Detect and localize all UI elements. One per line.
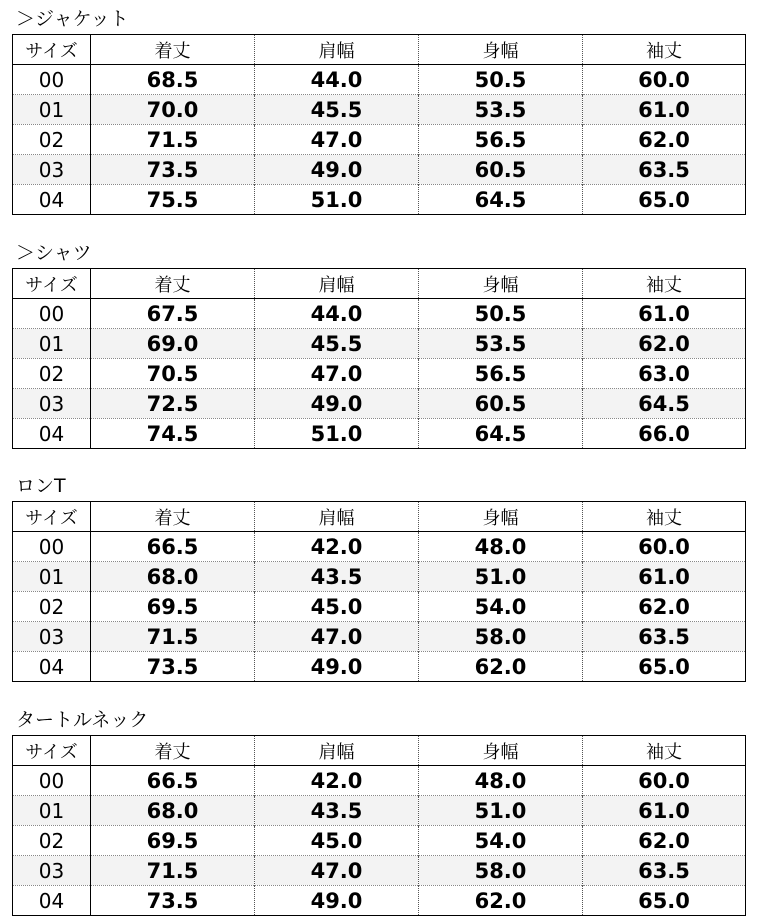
column-header: 着丈 [91, 502, 255, 532]
measurement-cell: 66.5 [91, 766, 255, 796]
measurement-cell: 64.5 [419, 419, 583, 449]
size-label-cell: 03 [13, 856, 91, 886]
measurement-cell: 72.5 [91, 389, 255, 419]
measurement-cell: 68.0 [91, 796, 255, 826]
size-table [12, 34, 746, 215]
table-row [13, 856, 746, 886]
measurement-cell: 62.0 [583, 592, 746, 622]
size-label-cell: 02 [13, 125, 91, 155]
measurement-cell: 49.0 [255, 886, 419, 916]
measurement-cell: 45.0 [255, 826, 419, 856]
measurement-cell: 68.0 [91, 562, 255, 592]
measurement-cell: 47.0 [255, 125, 419, 155]
measurement-cell: 68.5 [91, 65, 255, 95]
measurement-cell: 60.0 [583, 532, 746, 562]
column-header: 身幅 [419, 35, 583, 65]
measurement-cell: 70.5 [91, 359, 255, 389]
measurement-cell: 61.0 [583, 95, 746, 125]
size-section [12, 471, 747, 682]
table-row [13, 562, 746, 592]
measurement-cell: 64.5 [583, 389, 746, 419]
measurement-cell: 48.0 [419, 532, 583, 562]
measurement-cell: 51.0 [419, 796, 583, 826]
size-table [12, 268, 746, 449]
column-header: サイズ [13, 736, 91, 766]
measurement-cell: 54.0 [419, 592, 583, 622]
measurement-cell: 53.5 [419, 95, 583, 125]
table-row [13, 329, 746, 359]
measurement-cell: 50.5 [419, 65, 583, 95]
column-header: 身幅 [419, 502, 583, 532]
size-label-cell: 02 [13, 826, 91, 856]
column-header: 身幅 [419, 269, 583, 299]
measurement-cell: 56.5 [419, 125, 583, 155]
table-row [13, 65, 746, 95]
measurement-cell: 66.5 [91, 532, 255, 562]
section-title: ＞シャツ [16, 242, 92, 264]
size-section [12, 238, 747, 449]
measurement-cell: 63.5 [583, 856, 746, 886]
measurement-cell: 47.0 [255, 359, 419, 389]
size-section [12, 705, 747, 916]
measurement-cell: 48.0 [419, 766, 583, 796]
size-section [12, 4, 747, 215]
column-header: 肩幅 [255, 269, 419, 299]
measurement-cell: 60.0 [583, 766, 746, 796]
size-label-cell: 01 [13, 796, 91, 826]
section-title: ロンT [16, 475, 66, 497]
measurement-cell: 44.0 [255, 299, 419, 329]
size-label-cell: 02 [13, 359, 91, 389]
column-header: 袖丈 [583, 736, 746, 766]
size-label-cell: 00 [13, 65, 91, 95]
section-title: タートルネック [16, 709, 149, 731]
table-row [13, 622, 746, 652]
table-row [13, 359, 746, 389]
table-row [13, 155, 746, 185]
column-header: サイズ [13, 35, 91, 65]
column-header: 袖丈 [583, 502, 746, 532]
column-header: 肩幅 [255, 502, 419, 532]
table-row [13, 796, 746, 826]
measurement-cell: 66.0 [583, 419, 746, 449]
table-row [13, 826, 746, 856]
table-header-row [13, 502, 746, 532]
measurement-cell: 47.0 [255, 622, 419, 652]
measurement-cell: 61.0 [583, 299, 746, 329]
measurement-cell: 45.5 [255, 95, 419, 125]
measurement-cell: 62.0 [583, 329, 746, 359]
size-label-cell: 00 [13, 299, 91, 329]
size-label-cell: 04 [13, 886, 91, 916]
section-title: ＞ジャケット [16, 8, 129, 30]
table-row [13, 592, 746, 622]
size-label-cell: 00 [13, 766, 91, 796]
size-label-cell: 02 [13, 592, 91, 622]
measurement-cell: 61.0 [583, 796, 746, 826]
column-header: 着丈 [91, 269, 255, 299]
measurement-cell: 73.5 [91, 155, 255, 185]
measurement-cell: 73.5 [91, 652, 255, 682]
measurement-cell: 43.5 [255, 562, 419, 592]
measurement-cell: 62.0 [583, 826, 746, 856]
measurement-cell: 73.5 [91, 886, 255, 916]
measurement-cell: 43.5 [255, 796, 419, 826]
measurement-cell: 49.0 [255, 652, 419, 682]
measurement-cell: 56.5 [419, 359, 583, 389]
measurement-cell: 63.0 [583, 359, 746, 389]
measurement-cell: 42.0 [255, 532, 419, 562]
measurement-cell: 51.0 [419, 562, 583, 592]
table-row [13, 652, 746, 682]
size-label-cell: 03 [13, 622, 91, 652]
table-row [13, 95, 746, 125]
column-header: 肩幅 [255, 736, 419, 766]
measurement-cell: 51.0 [255, 419, 419, 449]
measurement-cell: 53.5 [419, 329, 583, 359]
column-header: サイズ [13, 502, 91, 532]
measurement-cell: 63.5 [583, 155, 746, 185]
measurement-cell: 50.5 [419, 299, 583, 329]
measurement-cell: 71.5 [91, 856, 255, 886]
measurement-cell: 62.0 [419, 886, 583, 916]
measurement-cell: 54.0 [419, 826, 583, 856]
measurement-cell: 42.0 [255, 766, 419, 796]
column-header: 袖丈 [583, 269, 746, 299]
measurement-cell: 63.5 [583, 622, 746, 652]
column-header: 着丈 [91, 35, 255, 65]
measurement-cell: 65.0 [583, 185, 746, 215]
size-label-cell: 01 [13, 562, 91, 592]
measurement-cell: 51.0 [255, 185, 419, 215]
size-label-cell: 01 [13, 95, 91, 125]
measurement-cell: 61.0 [583, 562, 746, 592]
table-row [13, 299, 746, 329]
table-row [13, 125, 746, 155]
measurement-cell: 60.5 [419, 155, 583, 185]
measurement-cell: 44.0 [255, 65, 419, 95]
measurement-cell: 74.5 [91, 419, 255, 449]
measurement-cell: 47.0 [255, 856, 419, 886]
column-header: 身幅 [419, 736, 583, 766]
measurement-cell: 62.0 [419, 652, 583, 682]
measurement-cell: 45.5 [255, 329, 419, 359]
size-label-cell: 04 [13, 185, 91, 215]
measurement-cell: 75.5 [91, 185, 255, 215]
table-header-row [13, 35, 746, 65]
table-row [13, 419, 746, 449]
column-header: 袖丈 [583, 35, 746, 65]
column-header: 着丈 [91, 736, 255, 766]
table-row [13, 886, 746, 916]
measurement-cell: 71.5 [91, 125, 255, 155]
size-label-cell: 03 [13, 155, 91, 185]
size-label-cell: 04 [13, 652, 91, 682]
measurement-cell: 60.5 [419, 389, 583, 419]
measurement-cell: 49.0 [255, 389, 419, 419]
column-header: サイズ [13, 269, 91, 299]
measurement-cell: 62.0 [583, 125, 746, 155]
measurement-cell: 67.5 [91, 299, 255, 329]
size-label-cell: 00 [13, 532, 91, 562]
measurement-cell: 49.0 [255, 155, 419, 185]
size-label-cell: 04 [13, 419, 91, 449]
measurement-cell: 69.5 [91, 592, 255, 622]
table-row [13, 766, 746, 796]
measurement-cell: 71.5 [91, 622, 255, 652]
measurement-cell: 69.0 [91, 329, 255, 359]
measurement-cell: 58.0 [419, 856, 583, 886]
table-row [13, 185, 746, 215]
measurement-cell: 60.0 [583, 65, 746, 95]
measurement-cell: 58.0 [419, 622, 583, 652]
measurement-cell: 69.5 [91, 826, 255, 856]
table-row [13, 532, 746, 562]
measurement-cell: 65.0 [583, 886, 746, 916]
table-header-row [13, 269, 746, 299]
size-table [12, 735, 746, 916]
table-row [13, 389, 746, 419]
column-header: 肩幅 [255, 35, 419, 65]
size-table [12, 501, 746, 682]
measurement-cell: 64.5 [419, 185, 583, 215]
size-label-cell: 03 [13, 389, 91, 419]
measurement-cell: 45.0 [255, 592, 419, 622]
measurement-cell: 70.0 [91, 95, 255, 125]
size-label-cell: 01 [13, 329, 91, 359]
measurement-cell: 65.0 [583, 652, 746, 682]
table-header-row [13, 736, 746, 766]
